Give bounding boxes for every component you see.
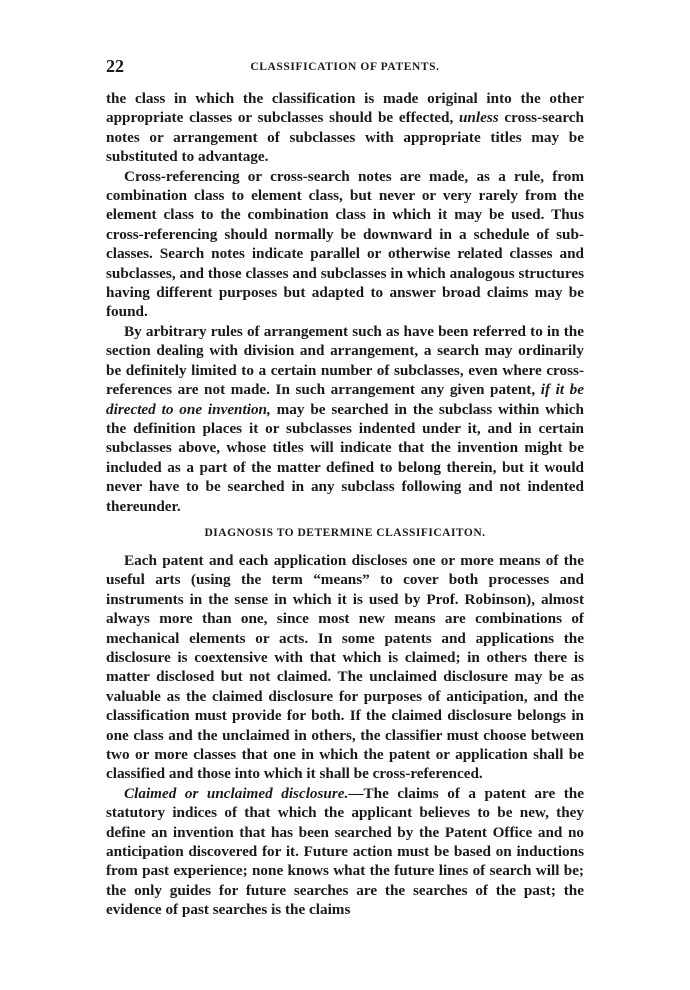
paragraph-arbitrary-rules xyxy=(106,322,584,516)
emphasis-text: if it be directed to one invention, xyxy=(106,381,584,418)
paragraph-cross-referencing: Cross-referencing or cross-search notes are made, as a rule, from combination class to element class, but never or very rarely from the element class to the combination class in which it may be used. Thus cross-referencing should normally be downward in a schedule of sub-classes. Search notes indicate parallel or otherwise related classes and subclasses, and those classes and subclasses in which analogous structures having different purposes but adapted to answer broad claims may be found. xyxy=(106,167,584,321)
paragraph-text: —The claims of a patent are the statutory indices of that which the applicant believes to be new, they define an invention that has been searched by the Patent Office and no anticipation discovered for it. Future action must be based on inductions from past experience; none knows what the future lines of search will be; the only guides for future searches are the searches of the past; the evidence of past searches is the claims xyxy=(106,784,584,919)
paragraph-text: cross-search notes or arrangement of subclasses with appropriate titles may be substituted to advantage. xyxy=(106,109,584,166)
paragraph-claimed-disclosure xyxy=(106,784,584,920)
emphasis-text: Claimed or unclaimed disclosure. xyxy=(124,784,349,802)
running-title: CLASSIFICATION OF PATENTS. xyxy=(250,61,440,73)
paragraph-continuation xyxy=(106,89,584,167)
paragraph-text: By arbitrary rules of arrangement such as have been referred to in the section dealing with division and arrangement, a search may ordinarily be definitely limited to a certain number of subclasses, even where cross-references are not made. In such arrangement any given patent, xyxy=(106,322,584,399)
running-header xyxy=(106,56,584,78)
paragraph-text: may be searched in the subclass within which the definition places it or subclasses indented under it, and in certain subclasses above, whose titles will indicate that the invention might be included as a part of the matter defined to belong therein, but it would never have to be searched in any subclass following and not indented thereunder. xyxy=(106,400,584,515)
body-text xyxy=(106,89,584,920)
section-heading: DIAGNOSIS TO DETERMINE CLASSIFICAITON. xyxy=(204,526,486,539)
emphasis-text: unless xyxy=(458,109,499,127)
paragraph-text: the class in which the classification is made original into the other appropriate classes or subclasses should be effected, xyxy=(106,90,584,127)
page-number: 22 xyxy=(106,56,124,76)
paragraph-each-patent: Each patent and each application discloses one or more means of the useful arts (using the term “means” to cover both processes and instruments in the sense in which it is used by Prof. Robinson), almost always more than one, since most new means are combinations of mechanical elements or acts. In some patents and applications the disclosure is coextensive with that which is claimed; in others there is matter disclosed but not claimed. The unclaimed disclosure may be as valuable as the claimed disclosure for purposes of anticipation, and the classification must provide for both. If the claimed disclosure belongs in one class and the unclaimed in others, the classifier must choose between two or more classes that one in which the patent or application shall be classified and those into which it shall be cross-referenced. xyxy=(106,551,584,783)
